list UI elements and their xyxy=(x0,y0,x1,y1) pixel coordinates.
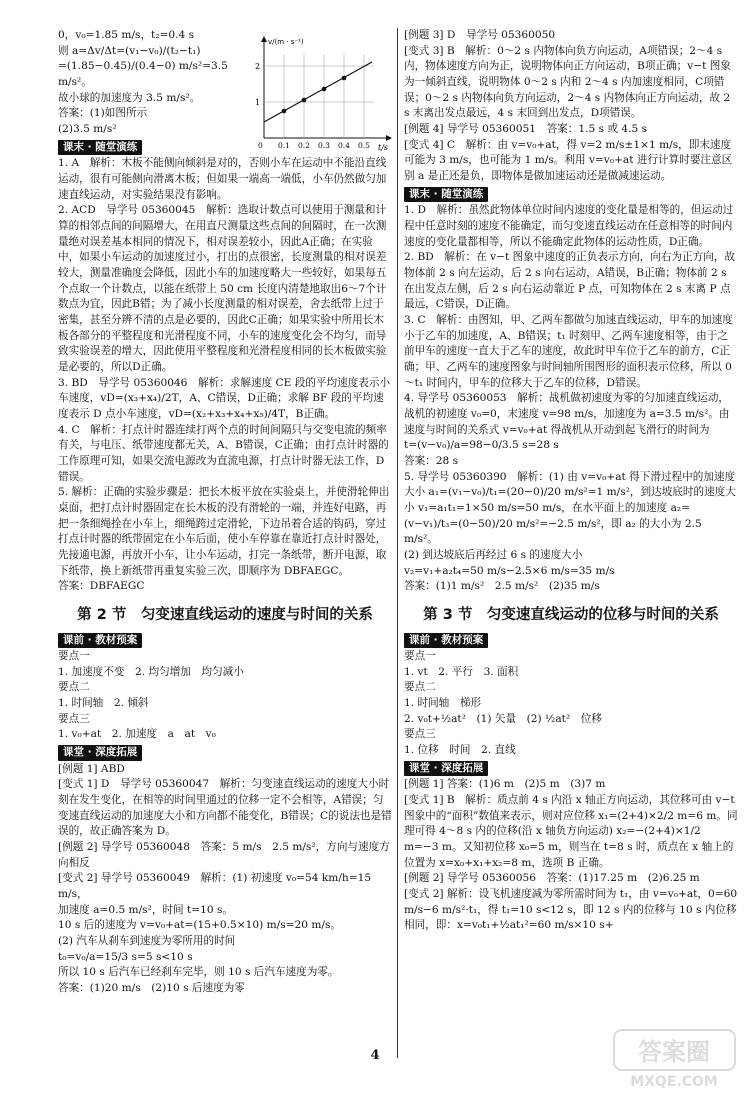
answer-line: 答案：28 s xyxy=(404,455,459,467)
answer-line: 1. v₀+at 2. 加速度 a at v₀ xyxy=(58,728,216,741)
answer-line: (2) 汽车从刹车到速度为零所用的时间 xyxy=(58,934,236,947)
chapter-heading: 第 3 节 匀变速直线运动的位移与时间的关系 xyxy=(423,607,719,624)
answer-page xyxy=(58,28,738,1068)
answer-line: [变式 1] B 解析：质点前 4 s 内沿 x 轴正方向运动，其位移可由 v−t 图象中的“面积”数值来表示，则对应位移 x₁=(2+4)×2/2 m=6 m。同理可得 4～8 s 内的位移(沿 x 轴负方向运动) x₂=−(2+4)×1/2 m=−3 m。又知初位移 x₀=5 m，则当在 t=8 s 时，质点在 x 轴上的位置为 x=x₀+x₁+x₂=8 m，选项 B 正确。 xyxy=(404,793,738,869)
answer-line: 0，v₀=1.85 m/s，t₂=0.4 s xyxy=(58,29,195,41)
answer-line: v₂=v₁+a₂t₄=50 m/s−2.5×6 m/s=35 m/s xyxy=(404,564,615,577)
answer-line: 1. 时间轴 2. 倾斜 xyxy=(58,697,149,710)
answer-line: 5. 解析：正确的实验步骤是：把长木板平放在实验桌上，并使滑轮伸出桌面，把打点计时器固定在长木板的没有滑轮的一端，并连好电路，再把一条细绳拴在小车上，细绳跨过定滑轮，下边吊着合适的钩码，穿过打点计时器的纸带固定在小车后面，使小车停靠在靠近打点计时器处，先接通电源，再放开小车，让小车运动，打完一条纸带，断开电源，取下纸带，换上新纸带再重复实验三次，即顺序为 DBFAEGC。 xyxy=(58,486,390,577)
answer-line: =(1.85−0.45)/(0.4−0) m/s²=3.5 m/s²。 xyxy=(58,60,228,89)
section-tag: 课末 · 随堂演练 xyxy=(58,140,142,156)
graph-x-tick: 0.3 xyxy=(318,141,330,150)
answer-line: 要点一 xyxy=(404,650,436,663)
answer-line: [变式 3] B 解析：0～2 s 内物体向负方向运动，A项错误；2～4 s 内，物体速度方向为正，说明物体向正方向运动，B项正确；v−t 图象为一倾斜直线，说明物体 0～2 s 内和 2～4 s 内加速度相同，C项错误；0～2 s 内物体向负方向运动，2～4 s 内物体向正方向运动，故 2 s 末离出发点最远，4 s 末回到出发点，D项错误。 xyxy=(404,44,731,120)
answer-line: [例题 1] ABD xyxy=(58,762,125,775)
left-column xyxy=(58,28,392,997)
graph-x-label: t/s xyxy=(378,143,389,152)
page-number: 4 xyxy=(370,1048,380,1063)
answer-line: 5. 导学号 05360390 解析：(1) 由 v=v₀+at 得下滑过程中的加速度大小 a₁=(v₁−v₀)/t₁=(20−0)/20 m/s²=1 m/s²，到达坡底时的速度大小 v₁=a₁t₁=1×50 m/s=50 m/s，在水平面上的加速度 a₂=(v−v₁)/t₃=(0−50)/20 m/s²=−2.5 m/s²，即 a₂ 的大小为 2.5 m/s²。 xyxy=(404,470,736,546)
answer-line: 2. v₀t+½at² (1) 矢量 (2) ½at² 位移 xyxy=(404,712,602,725)
graph-x-tick: 0.1 xyxy=(278,141,290,150)
answer-line: 答案：DBFAEGC xyxy=(58,580,145,593)
answer-line: 1. 加速度不变 2. 均匀增加 均匀减小 xyxy=(58,665,244,678)
answer-line: 1. D 解析：虽然此物体单位时间内速度的变化量是相等的，但运动过程中任意时刻的速度不能确定，而匀变速直线运动在任意相等的时间内速度的变化量都相等，所以不能确定此物体的运动性质，D正确。 xyxy=(404,204,734,248)
svg-text:MXQE.COM: MXQE.COM xyxy=(630,1074,718,1090)
answer-line: 1. 位移 时间 2. 直线 xyxy=(404,744,516,757)
section-header xyxy=(58,743,392,762)
answer-line: 4. 导学号 05360053 解析：战机做初速度为零的匀加速直线运动，战机的初速度 v₀=0，末速度 v=98 m/s，加速度为 a=3.5 m/s²。由速度与时间的关系式 v=v₀+at 得战机从开动到起飞滑行的时间为 xyxy=(404,392,730,436)
answer-line: [例题 2] 导学号 05360048 答案：5 m/s 2.5 m/s²，方向与速度方向相反 xyxy=(58,840,390,869)
answer-line: (2) 到达坡底后再经过 6 s 的速度大小 xyxy=(404,549,583,562)
answer-line: (2)3.5 m/s² xyxy=(58,123,117,136)
answer-line: [例题 4] 导学号 05360051 答案：1.5 s 或 4.5 s xyxy=(404,123,648,136)
section-header xyxy=(404,759,738,778)
answer-line: 答案：(1)20 m/s (2)10 s 后速度为零 xyxy=(58,982,245,994)
answer-line: 2. BD 解析：在 v−t 图象中速度的正负表示方向，向右为正方向，故物体前 2 s 向左运动，后 2 s 向右运动，A错误，B正确；物体前 2 s 在出发点左侧，后 2 s 向右运动靠近 P 点，可知物体在 2 s 末离 P 点最远，C错误，D正确。 xyxy=(404,251,736,311)
answer-line: 加速度 a=0.5 m/s²，时间 t=10 s。 xyxy=(58,903,234,916)
answer-line: 所以 10 s 后汽车已经刹车完毕，则 10 s 后汽车速度为零。 xyxy=(58,966,339,979)
graph-y-tick: 2 xyxy=(255,62,261,71)
answer-line: [变式 4] C 解析：由 v=v₀+at，得 v=2 m/s±1×1 m/s，即末速度可能为 3 m/s，也可能为 1 m/s。利用 v=v₀+at 进行计算时要注意区别 a 是正还是负，即物体是做加速运动还是做减速运动。 xyxy=(404,138,733,183)
section-tag: 课堂 · 深度拓展 xyxy=(58,745,142,761)
right-column xyxy=(404,28,738,934)
answer-line: 1. vt 2. 平行 3. 面积 xyxy=(404,665,519,678)
section-header xyxy=(404,631,738,650)
answer-line: [例题 3] D 导学号 05360050 xyxy=(404,29,556,41)
section-header xyxy=(58,631,392,650)
answer-line: 2. ACD 导学号 05360045 解析：选取计数点可以使用于测量和计算的相邻点间的间隔增大，在用直尺测量这些点间的间隔时，在一次测量绝对误差基本相同的情况下，相对误差较小，因此A正确；在实验中，如果小车运动的加速度过小，打出的点很密，长度测量的相对误差较大，测量准确度会降低，因此小车的加速度略大一些较好，如果每五个点取一个计数点，以能在纸带上 50 cm 长度内清楚地取出6～7个计数点为宜，因此B错；为了减小长度测量的相对误差，舍去纸带上过于密集，甚至分辨不清的点是必要的，因此C正确；如果实验中所用长木板各部分的平整程度和光滑程度不同，小车的速度变化会不均匀，而导致实验误差的增大，因此使用平整程度和光滑程度相同的长木板做实验是必要的，所以D正确。 xyxy=(58,204,387,373)
answer-line: 3. BD 导学号 05360046 解析：求解速度 CE 段的平均速度表示小车速度，vD=(x₃+x₄)/2T，A、C错误，D正确；求解 BF 段的平均速度表示 D 点小车速度，vD=(x₂+x₃+x₄+x₅)/4T，B正确。 xyxy=(58,376,391,420)
watermark-logo xyxy=(612,1028,737,1090)
graph-x-tick: 0.2 xyxy=(298,141,310,150)
answer-line: 要点一 xyxy=(58,650,90,663)
answer-line: 10 s 后的速度为 v=v₀+at=(15+0.5×10) m/s=20 m/s。 xyxy=(58,919,342,932)
answer-line: t₀=v₀/a=15/3 s=5 s<10 s xyxy=(58,950,193,963)
graph-y-tick: 1 xyxy=(255,98,261,107)
graph-y-label: v/(m · s⁻¹) xyxy=(268,38,304,46)
section-header xyxy=(404,185,738,204)
velocity-time-graph xyxy=(254,34,394,152)
section-tag: 课前 · 教材预案 xyxy=(404,633,488,649)
section-tag: 课末 · 随堂演练 xyxy=(404,187,488,203)
answer-line: 4. C 解析：打点计时器连续打两个点的时间间隔只与交变电流的频率有关，与电压、纸带速度都无关，A、B错误，C正确；由打点计时器的工作原理可知，如果交流电源改为直流电源，打点计时器无法工作，D错误。 xyxy=(58,423,389,483)
answer-line: 答案：(1)1 m/s² 2.5 m/s² (2)35 m/s xyxy=(404,580,600,593)
answer-line: 要点三 xyxy=(404,728,436,741)
graph-x-tick: 0.5 xyxy=(358,141,370,150)
svg-text:答案圈: 答案圈 xyxy=(638,1038,710,1066)
answer-line: 则 a=Δv/Δt=(v₁−v₀)/(t₂−t₁) xyxy=(58,44,201,57)
answer-line: 1. A 解析：木板不能侧向倾斜是对的，否则小车在运动中不能沿直线运动，很有可能侧向滑离木板；但如果一端高一端低，小车仍然做匀加速直线运动，对实验结果没有影响。 xyxy=(58,157,387,201)
answer-line: 故小球的加速度为 3.5 m/s²。 xyxy=(58,91,201,104)
answer-line: [变式 2] 解析：设飞机速度减为零所需时间为 t₁，由 v=v₀+at，0=60 m/s−6 m/s²·t₁，得 t₁=10 s<12 s，即 12 s 内的位移与 10 s 内位移相同，即：x=v₀t₁+½at₁²=60 m/s×10 s+ xyxy=(404,887,738,932)
answer-line: [例题 2] 导学号 05360056 答案：(1)17.25 m (2)6.25 m xyxy=(404,872,700,885)
section-tag: 课前 · 教材预案 xyxy=(58,633,142,649)
graph-x-tick: 0.4 xyxy=(338,141,350,150)
answer-line: 1. 时间轴 梯形 xyxy=(404,697,482,710)
answer-line: [例题 1] 答案：(1)6 m (2)5 m (3)7 m xyxy=(404,778,606,791)
graph-x-tick: 0 xyxy=(258,141,263,150)
answer-line: 答案：(1)如图所示 xyxy=(58,107,148,120)
answer-line: [变式 2] 导学号 05360049 解析：(1) 初速度 v₀=54 km/h=15 m/s， xyxy=(58,872,372,900)
column-divider xyxy=(397,28,398,1058)
answer-line: 3. C 解析：由图知，甲、乙两车都做匀加速直线运动，甲车的加速度小于乙车的加速度，A、B错误；t₁ 时刻甲、乙两车速度相等，由于之前甲车的速度一直大于乙车的速度，故此时甲车位于乙车的前方，C正确；甲、乙两车的速度图象与时间轴所围图形的面积表示位移，所以 0～t₁ 时间内，甲车的位移大于乙车的位移，D错误。 xyxy=(404,313,733,389)
answer-line: [变式 1] D 导学号 05360047 解析：匀变速直线运动的速度大小时刻在发生变化，在相等的时间里通过的位移一定不会相等，A错误；匀变速直线运动的加速度大小和方向都不能变化，B错误；C的说法也是错误的，故正确答案为 D。 xyxy=(58,778,392,838)
answer-line: 要点二 xyxy=(404,681,436,694)
section-tag: 课堂 · 深度拓展 xyxy=(404,761,488,777)
answer-line: t=(v−v₀)/a=98−0/3.5 s=28 s xyxy=(404,439,559,452)
answer-line: 要点二 xyxy=(58,681,90,694)
answer-line: 要点三 xyxy=(58,712,90,725)
chapter-heading: 第 2 节 匀变速直线运动的速度与时间的关系 xyxy=(77,607,373,624)
